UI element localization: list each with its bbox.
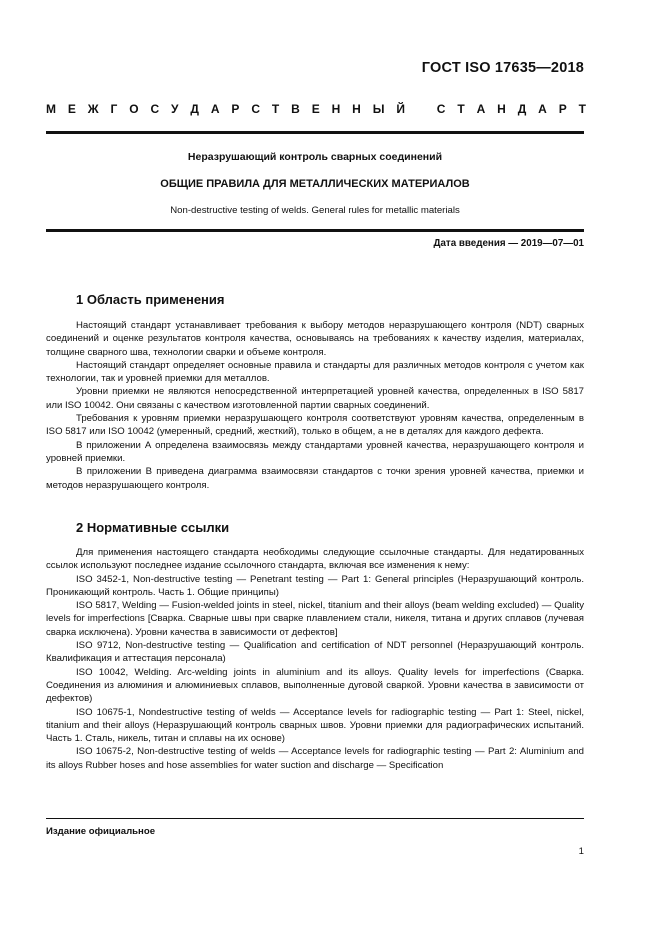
paragraph: Настоящий стандарт определяет основные правила и стандарты для различных методов контроля с учетом как технологии, так и уровней приемки для металлов.	[46, 359, 584, 385]
banner-letter: Р	[558, 102, 567, 116]
paragraph: Настоящий стандарт устанавливает требования к выбору методов неразрушающего контроля (NDT) сварных соединений и оценке результатов контроля качества, основываясь на требованиях к качеству изделия, материалах, толщине сварного шва, технологии сварки и объеме контроля.	[46, 320, 584, 358]
document-number: ГОСТ ISO 17635—2018	[421, 60, 584, 76]
banner-letter: С	[150, 102, 160, 116]
banner-letter: Ы	[372, 102, 385, 116]
section-1-body	[46, 319, 584, 492]
paragraph: Требования к уровням приемки неразрушающего контроля соответствуют уровням качества, определенным в ISO 5817 или ISO 10042 (умеренный, средний, жесткий), только в общем, а не в деталях для каждого дефекта.	[46, 413, 584, 438]
banner-letter: Р	[231, 102, 240, 116]
paragraph: В приложении А определена взаимосвязь между стандартами уровней качества, неразрушающего контроля и уровней приемки.	[46, 439, 584, 464]
paragraph: Уровни приемки не являются непосредственной интерпретацией уровней качества, определенных в ISO 5817 или ISO 10042. Они связаны с качеством изготовленной партии сварных соединений.	[46, 386, 584, 411]
paragraph: Для применения настоящего стандарта необходимы следующие ссылочные стандарты. Для недатированных ссылок используют последнее издание ссылочного стандарта, включая все изменения к нему:	[46, 547, 584, 572]
title-rule	[46, 229, 584, 232]
paragraph: В приложении В приведена диаграмма взаимосвязи стандартов с точки зрения уровней качества, приемки и методов неразрушающего контроля.	[46, 466, 584, 491]
banner-letter: В	[291, 102, 300, 116]
banner-letter: Т	[271, 102, 280, 116]
banner-letter: Н	[497, 102, 506, 116]
section-1-heading: 1 Область применения	[76, 292, 225, 307]
reference-item: ISO 10675-1, Nondestructive testing of welds — Acceptance levels for radiographic testing — Part 1: Steel, nickel, titanium and their alloys (Неразрушающий контроль сварных швов. Уровни приемки для радиографических испытаний. Часть 1. Сталь, никель, титан и сплавы на их основе)	[46, 706, 584, 745]
banner-letter: Д	[190, 102, 199, 116]
effective-date: Дата введения — 2019—07—01	[433, 238, 584, 249]
banner-letter: Е	[311, 102, 320, 116]
reference-item: ISO 10675-2, Non-destructive testing of welds — Acceptance levels for radiographic testing — Part 2: Aluminium and its alloys Rubber hoses and hose assemblies for water suction and discharge — Specification	[46, 746, 584, 771]
banner-gap	[417, 102, 425, 116]
english-title: Non-destructive testing of welds. General rules for metallic materials	[170, 205, 460, 216]
reference-item: ISO 5817, Welding — Fusion-welded joints in steel, nickel, titanium and their alloys (beam welding excluded) — Quality levels for imperfections [Сварка. Сварные швы при сварке плавлением стали, никеля, титана и других сплавов (лучевая сварка исключена). Уровни качества в зависимости от дефектов]	[46, 600, 584, 638]
banner-letter: Н	[352, 102, 361, 116]
banner-letter: Й	[396, 102, 405, 116]
banner-letter: М	[46, 102, 56, 116]
footer-rule	[46, 818, 584, 819]
banner-letter: Ж	[87, 102, 99, 116]
banner-letter: Г	[110, 102, 118, 116]
banner-letter: Т	[578, 102, 586, 116]
section-2-heading: 2 Нормативные ссылки	[76, 520, 230, 535]
standard-banner	[46, 102, 586, 116]
edition-label: Издание официальное	[46, 826, 156, 837]
banner-letter: У	[171, 102, 179, 116]
banner-letter: С	[436, 102, 446, 116]
header-rule	[46, 131, 584, 134]
reference-item: ISO 3452-1, Non-destructive testing — Penetrant testing — Part 1: General principles (Неразрушающий контроль. Проникающий контроль. Часть 1. Общие принципы)	[46, 573, 584, 598]
banner-letter: Т	[457, 102, 465, 116]
banner-letter: А	[476, 102, 486, 116]
section-2-body	[46, 546, 584, 772]
subject-title: Неразрушающий контроль сварных соединений	[187, 151, 443, 163]
banner-letter: А	[538, 102, 547, 116]
reference-item: ISO 10042, Welding. Arc-welding joints in aluminium and its alloys. Quality levels for imperfections (Сварка. Соединения из алюминия и алюминиевых сплавов, выполненные дуговой сваркой. Уровни качества в зависимости от дефектов)	[46, 666, 584, 705]
banner-letter: О	[129, 102, 139, 116]
page-number: 1	[578, 846, 584, 857]
banner-letter: Д	[517, 102, 527, 116]
main-title: ОБЩИЕ ПРАВИЛА ДЛЯ МЕТАЛЛИЧЕСКИХ МАТЕРИАЛОВ	[160, 178, 470, 190]
banner-letter: С	[251, 102, 260, 116]
banner-letter: Н	[331, 102, 341, 116]
reference-item: ISO 9712, Non-destructive testing — Qualification and certification of NDT personnel (Неразрушающий контроль. Квалификация и аттестация персонала)	[46, 640, 584, 665]
banner-letter: Е	[67, 102, 76, 116]
banner-letter: А	[210, 102, 220, 116]
